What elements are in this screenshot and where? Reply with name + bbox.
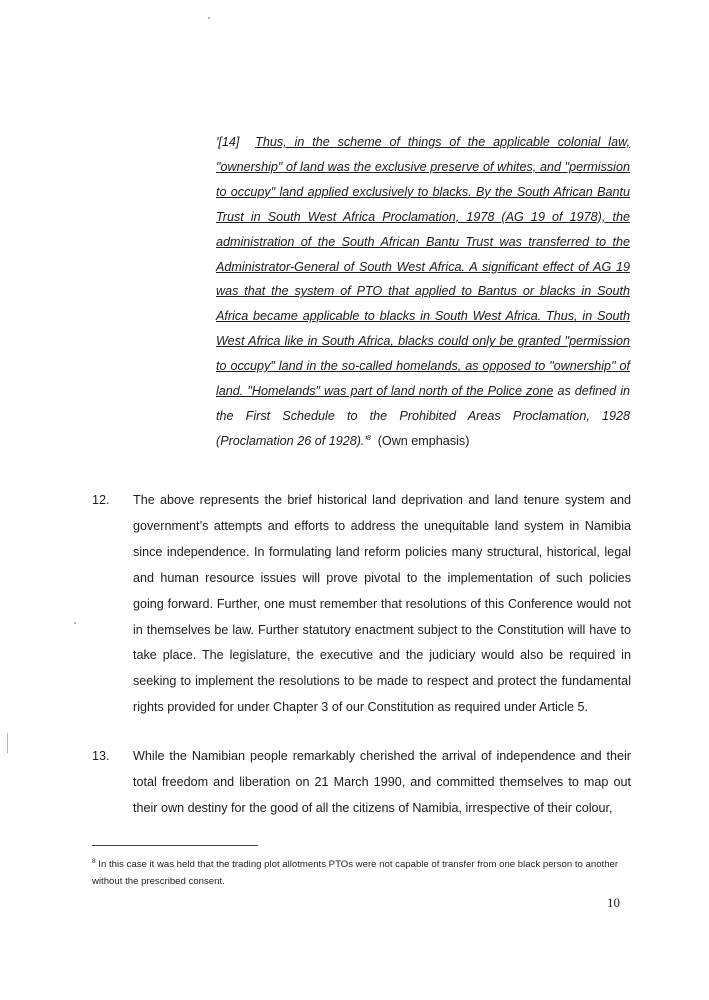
scan-speck: [208, 17, 210, 19]
paragraph-text: The above represents the brief historical land deprivation and land tenure system and government’s attempts and efforts to address the unequitable land system in Namibia since independence. In formulating land reform policies many structural, historical, legal and human resource issues will prove pivotal to the implementation of such policies going forward. Further, one must remember that resolutions of this Conference would not in themselves be law. Further statutory enactment subject to the Constitution will have to take place. The legislature, the executive and the judiciary would also be required in seeking to implement the resolutions to be made to respect and protect the fundamental rights provided for under Chapter 3 of our Constitution as required under Article 5.: [133, 493, 631, 715]
paragraph-text: While the Namibian people remarkably cherished the arrival of independence and their total freedom and liberation on 21 March 1990, and committed themselves to map out their own destiny for the good of all the citizens of Namibia, irrespective of their colour,: [133, 749, 631, 815]
footnote-separator: [92, 845, 258, 846]
scan-speck: [7, 733, 8, 753]
quote-plain-text: as defined in the First Schedule to the Prohibited Areas Proclamation, 1928 (Proclamation 26 of 1928).': [216, 384, 630, 448]
scan-speck: [74, 622, 76, 624]
quote-paragraph-ref: '[14]: [216, 135, 240, 149]
footnote-8: [92, 854, 632, 890]
own-emphasis-note: (Own emphasis): [377, 433, 470, 448]
paragraph-number: 12.: [92, 493, 110, 507]
footnote-text: In this case it was held that the trading plot allotments PTOs were not capable of transfer from one black person to another without the prescribed consent.: [92, 859, 619, 887]
paragraph-number: 13.: [92, 749, 110, 763]
footnote-marker: 8: [92, 858, 96, 865]
quote-underlined-text: Thus, in the scheme of things of the applicable colonial law, "ownership" of land was the exclusive preserve of whites, and "permission to occupy" land applied exclusively to blacks. By the South African Bantu Trust in South West Africa Proclamation, 1978 (AG 19 of 1978), the administration of the South African Bantu Trust was transferred to the Administrator-General of South West Africa. A significant effect of AG 19 was that the system of PTO that applied to Bantus or blacks in South Africa became applicable to blacks in South West Africa. Thus, in South West Africa like in South Africa, blacks could only be granted "permission to occupy" land in the so-called homelands, as opposed to "ownership" of land. "Homelands" was part of land north of the Police zone: [216, 135, 631, 399]
page-number: 10: [607, 895, 620, 910]
footnote-reference: 8: [366, 434, 371, 442]
block-quote-paragraph-14: [216, 130, 630, 454]
